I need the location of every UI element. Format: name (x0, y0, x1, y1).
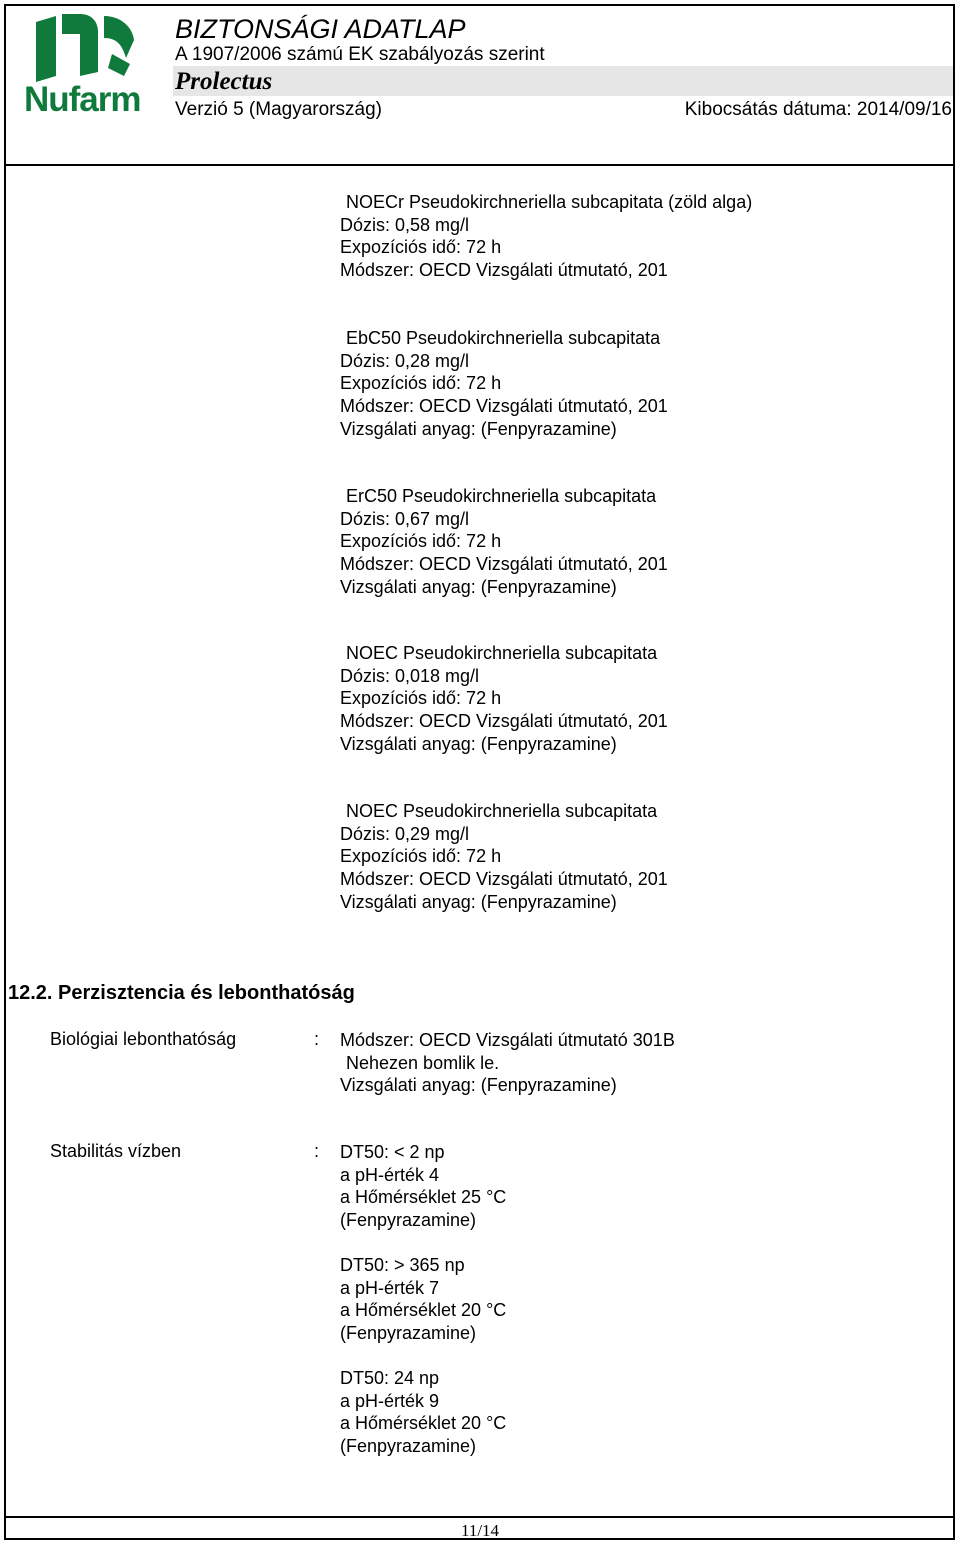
tox-dose: Dózis: 0,28 mg/l (340, 350, 470, 371)
stability-entry (340, 1367, 506, 1458)
tox-exposure: Expozíciós idő: 72 h (340, 846, 502, 867)
stability-ph: a pH-érték 7 (340, 1277, 440, 1298)
product-name: Prolectus (175, 68, 273, 95)
version-label: Verzió 5 (Magyarország) (175, 99, 382, 120)
tox-exposure: Expozíciós idő: 72 h (340, 531, 502, 552)
tox-method: Módszer: OECD Vizsgálati útmutató, 201 (340, 711, 668, 732)
stability-substance: (Fenpyrazamine) (340, 1323, 477, 1344)
document-title: BIZTONSÁGI ADATLAP (175, 14, 466, 44)
stability-temp: a Hőmérséklet 25 °C (340, 1187, 507, 1208)
tox-endpoint: NOECr Pseudokirchneriella subcapitata (zöld alga) (346, 192, 753, 212)
tox-method: Módszer: OECD Vizsgálati útmutató, 201 (340, 396, 668, 417)
tox-material: Vizsgálati anyag: (Fenpyrazamine) (340, 891, 617, 912)
stability-temp: a Hőmérséklet 20 °C (340, 1413, 507, 1434)
stability-ph: a pH-érték 4 (340, 1164, 440, 1185)
stability-substance: (Fenpyrazamine) (340, 1210, 477, 1231)
logo-text: Nufarm (24, 80, 141, 119)
colon-separator: : (314, 1141, 320, 1161)
colon-separator: : (314, 1029, 320, 1049)
stability-entry (340, 1141, 506, 1232)
tox-entry (340, 642, 668, 756)
stability-dt50: DT50: > 365 np (340, 1255, 465, 1275)
stability-substance: (Fenpyrazamine) (340, 1436, 477, 1457)
stability-ph: a pH-érték 9 (340, 1390, 440, 1411)
biodeg-value (340, 1029, 675, 1097)
tox-dose: Dózis: 0,29 mg/l (340, 823, 470, 844)
stability-label: Stabilitás vízben (50, 1141, 182, 1161)
tox-endpoint: ErC50 Pseudokirchneriella subcapitata (346, 486, 657, 506)
stability-dt50: DT50: < 2 np (340, 1142, 445, 1162)
biodeg-result: Nehezen bomlik le. (346, 1052, 500, 1073)
stability-entry (340, 1254, 506, 1345)
stability-dt50: DT50: 24 np (340, 1368, 440, 1388)
header-divider (4, 164, 955, 166)
tox-entry (340, 191, 752, 282)
footer-divider (4, 1516, 955, 1518)
product-bar (173, 66, 953, 96)
tox-dose: Dózis: 0,58 mg/l (340, 214, 470, 235)
issue-date: Kibocsátás dátuma: 2014/09/16 (684, 99, 952, 120)
tox-method: Módszer: OECD Vizsgálati útmutató, 201 (340, 260, 668, 281)
tox-entry (340, 327, 668, 441)
tox-endpoint: NOEC Pseudokirchneriella subcapitata (346, 801, 658, 821)
tox-entry (340, 800, 668, 914)
regulation-subtitle: A 1907/2006 számú EK szabályozás szerint (175, 44, 545, 65)
tox-material: Vizsgálati anyag: (Fenpyrazamine) (340, 418, 617, 439)
tox-dose: Dózis: 0,018 mg/l (340, 665, 480, 686)
tox-material: Vizsgálati anyag: (Fenpyrazamine) (340, 733, 617, 754)
biodeg-label: Biológiai lebonthatóság (50, 1029, 237, 1049)
tox-dose: Dózis: 0,67 mg/l (340, 508, 470, 529)
section-heading: 12.2. Perzisztencia és lebonthatóság (8, 982, 355, 1004)
tox-exposure: Expozíciós idő: 72 h (340, 237, 502, 258)
page-number: 11/14 (460, 1521, 500, 1540)
stability-temp: a Hőmérséklet 20 °C (340, 1300, 507, 1321)
tox-endpoint: NOEC Pseudokirchneriella subcapitata (346, 643, 658, 663)
tox-method: Módszer: OECD Vizsgálati útmutató, 201 (340, 554, 668, 575)
biodeg-method: Módszer: OECD Vizsgálati útmutató 301B (340, 1030, 675, 1050)
biodeg-material: Vizsgálati anyag: (Fenpyrazamine) (340, 1075, 617, 1096)
tox-exposure: Expozíciós idő: 72 h (340, 688, 502, 709)
tox-material: Vizsgálati anyag: (Fenpyrazamine) (340, 576, 617, 597)
tox-entry (340, 485, 668, 599)
tox-endpoint: EbC50 Pseudokirchneriella subcapitata (346, 328, 661, 348)
tox-exposure: Expozíciós idő: 72 h (340, 373, 502, 394)
tox-method: Módszer: OECD Vizsgálati útmutató, 201 (340, 869, 668, 890)
